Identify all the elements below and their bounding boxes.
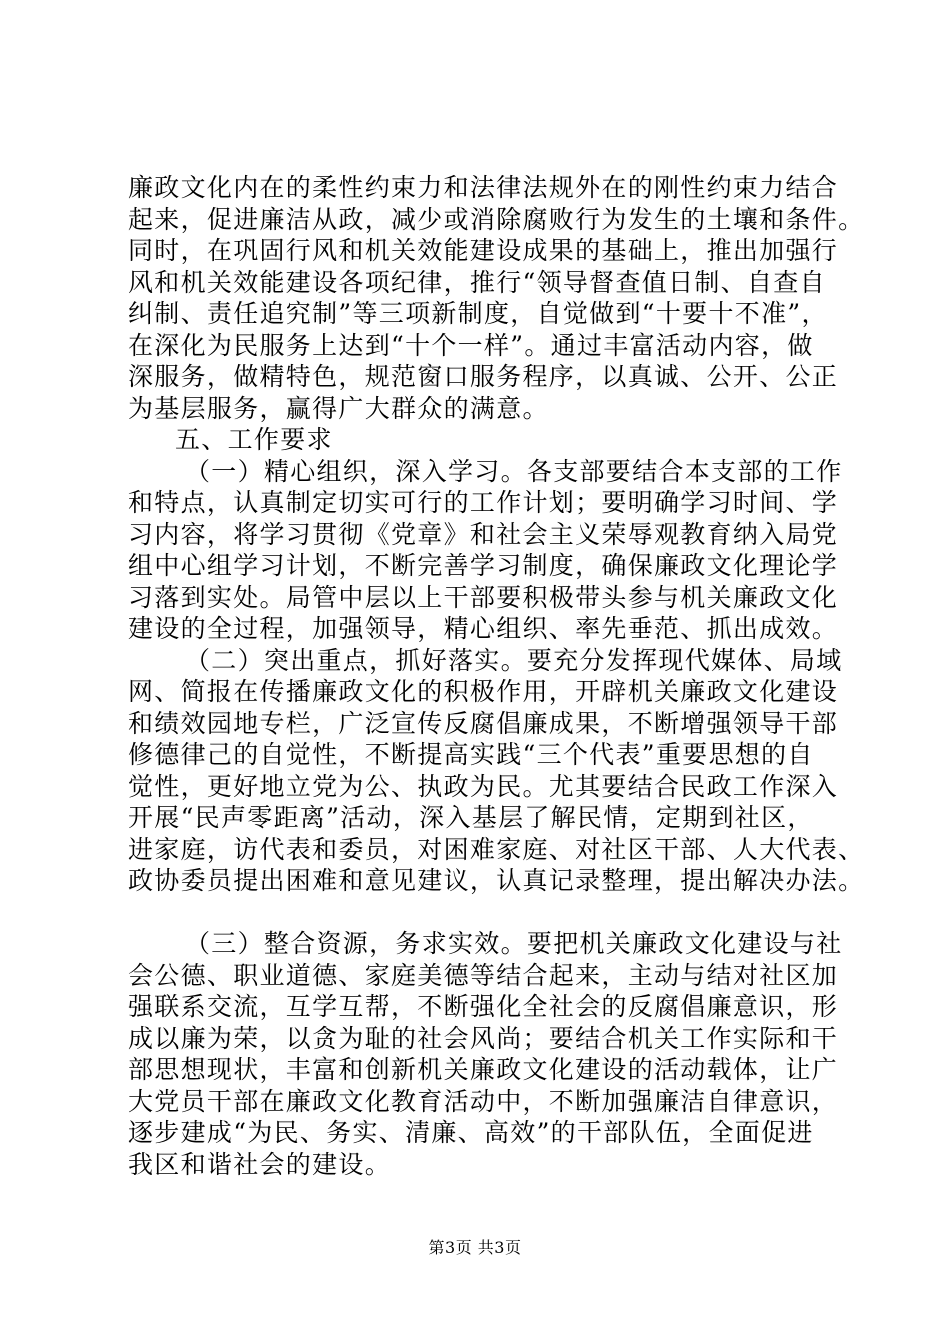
- page-number-footer: 第3页 共3页: [428, 1238, 522, 1257]
- body-line: 成以廉为荣，以贪为耻的社会风尚；要结合机关工作实际和干: [128, 1023, 839, 1053]
- body-line: 强联系交流，互学互帮，不断强化全社会的反腐倡廉意识，形: [128, 992, 839, 1021]
- body-line: 觉性，更好地立党为公、执政为民。尤其要结合民政工作深入: [128, 771, 839, 801]
- body-line: 同时，在巩固行风和机关效能建设成果的基础上，推出加强行: [128, 236, 839, 265]
- body-line: 和绩效园地专栏，广泛宣传反腐倡廉成果，不断增强领导干部: [128, 708, 839, 738]
- section-heading: 五、工作要求: [175, 425, 333, 454]
- body-line: 深服务，做精特色，规范窗口服务程序，以真诚、公开、公正: [128, 362, 839, 391]
- body-line: 风和机关效能建设各项纪律，推行“领导督查值日制、自查自: [128, 267, 826, 297]
- paragraph-start-line: （一）精心组织，深入学习。各支部要结合本支部的工作: [185, 456, 843, 486]
- body-line: 廉政文化内在的柔性约束力和法律法规外在的刚性约束力结合: [128, 173, 839, 202]
- body-line: 组中心组学习计划，不断完善学习制度，确保廉政文化理论学: [128, 551, 839, 580]
- body-line: 进家庭，访代表和委员，对困难家庭、对社区干部、人大代表、: [128, 834, 865, 864]
- paragraph-gap: [128, 897, 840, 929]
- body-line: 开展“民声零距离”活动，深入基层了解民情，定期到社区，: [128, 803, 814, 832]
- paragraph-start-line: （二）突出重点，抓好落实。要充分发挥现代媒体、局域: [185, 645, 843, 675]
- document-body: [128, 172, 865, 1180]
- body-line: 习落到实处。局管中层以上干部要积极带头参与机关廉政文化: [128, 582, 839, 612]
- body-line: 大党员干部在廉政文化教育活动中，不断加强廉洁自律意识，: [128, 1086, 839, 1116]
- body-line: 逐步建成“为民、务实、清廉、高效”的干部队伍，全面促进: [128, 1118, 814, 1147]
- body-line: 网、简报在传播廉政文化的积极作用，开辟机关廉政文化建设: [128, 677, 839, 706]
- body-line: 我区和谐社会的建设。: [128, 1149, 392, 1179]
- paragraph-start-line: （三）整合资源，务求实效。要把机关廉政文化建设与社: [185, 929, 843, 958]
- body-line: 修德律己的自觉性，不断提高实践“三个代表”重要思想的自: [128, 740, 814, 769]
- body-line: 习内容，将学习贯彻《党章》和社会主义荣辱观教育纳入局党: [128, 519, 839, 549]
- body-line: 政协委员提出困难和意见建议，认真记录整理，提出解决办法。: [128, 866, 865, 895]
- body-line: 会公德、职业道德、家庭美德等结合起来，主动与结对社区加: [128, 960, 839, 990]
- body-line: 为基层服务，赢得广大群众的满意。: [128, 393, 549, 423]
- body-line: 纠制、责任追究制”等三项新制度，自觉做到“十要十不准”，: [128, 299, 828, 328]
- body-line: 在深化为民服务上达到“十个一样”。通过丰富活动内容，做: [128, 330, 814, 360]
- body-line: 和特点，认真制定切实可行的工作计划；要明确学习时间、学: [128, 488, 839, 517]
- body-line: 起来，促进廉洁从政，减少或消除腐败行为发生的土壤和条件。: [128, 204, 865, 234]
- body-line: 建设的全过程，加强领导，精心组织、率先垂范、抓出成效。: [128, 614, 839, 643]
- body-line: 部思想现状，丰富和创新机关廉政文化建设的活动载体，让广: [128, 1055, 839, 1084]
